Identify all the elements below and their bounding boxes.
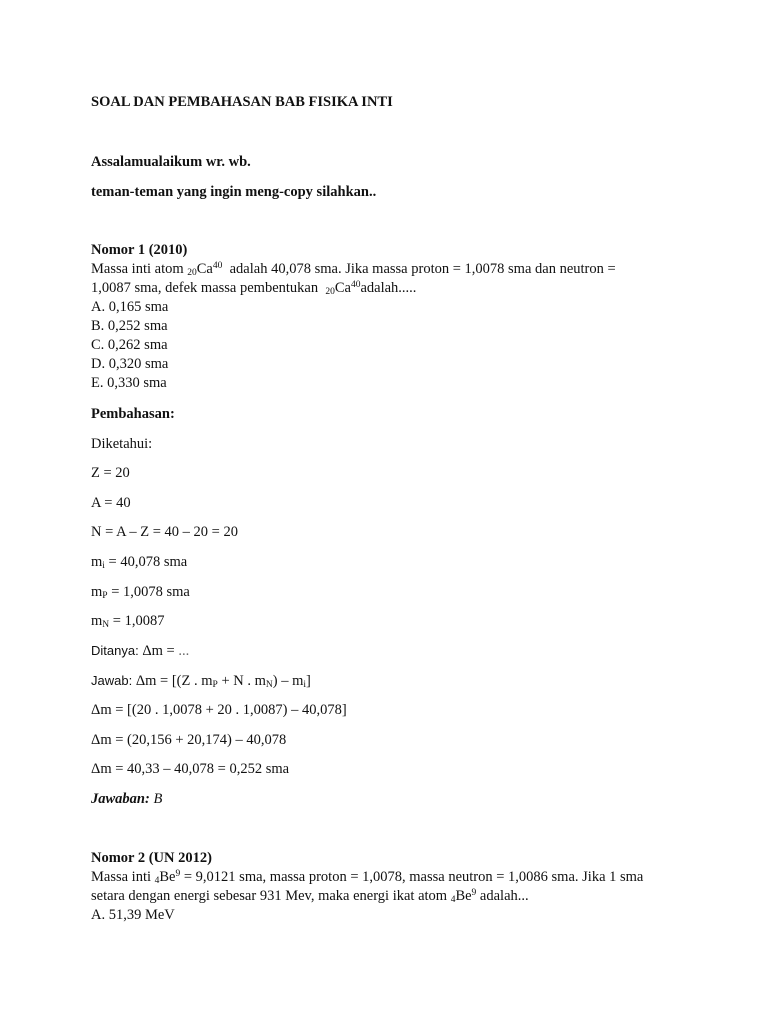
q1-given-n: N = A – Z = 40 – 20 = 20 [91,524,238,540]
q1-option-d: D. 0,320 sma [91,356,169,372]
intro-text: teman-teman yang ingin meng-copy silahkan.. [91,184,377,200]
q2-option-a: A. 51,39 MeV [91,907,175,923]
q1-given-z: Z = 20 [91,465,130,481]
q1-given-a: A = 40 [91,495,131,511]
greeting: Assalamualaikum wr. wb. [91,154,251,170]
q1-diketahui: Diketahui: [91,436,153,452]
q1-option-b: B. 0,252 sma [91,318,168,334]
q2-question-line2: setara dengan energi sebesar 931 Mev, maka energi ikat atom $_4Be^9$ adalah... [91,888,529,905]
page-title: SOAL DAN PEMBAHASAN BAB FISIKA INTI [91,94,393,110]
q1-given-mn: $m_N = 1,0087$ [91,613,165,630]
q1-jawab: Jawab: Δm = [(Z . $m_P + N$ . $m_N) - m_i$] [91,673,311,690]
q1-question-line1: Massa inti atom $_{20}Ca^{40}$ adalah 40,078 sma. Jika massa proton = 1,0078 sma dan neutron = [91,261,616,278]
q1-answer: Jawaban: B [91,791,163,807]
q1-option-e: E. 0,330 sma [91,375,167,391]
q1-step1: Δm = [(20 . 1,0078 + 20 . 1,0087) – 40,078] [91,702,347,718]
q2-question-line1: Massa inti $_4Be^9 = 9,0121$ sma, massa proton = 1,0078, massa neutron = 1,0086 sma. Jika 1 sma [91,869,644,886]
q1-ditanya: Ditanya: Δm = ... [91,643,190,659]
q2-heading: Nomor 2 (UN 2012) [91,850,212,866]
q1-heading: Nomor 1 (2010) [91,242,188,258]
q1-given-mi: $m_i = 40,078$ sma [91,554,188,571]
q1-question-line2: 1,0087 sma, defek massa pembentukan $_{20}Ca^{40}adalah$..... [91,280,417,297]
q1-given-mp: $m_P = 1,0078$ sma [91,584,190,601]
q1-step3: Δm = 40,33 – 40,078 = 0,252 sma [91,761,290,777]
q1-step2: Δm = (20,156 + 20,174) – 40,078 [91,732,287,748]
q1-option-c: C. 0,262 sma [91,337,168,353]
q1-pembahasan-label: Pembahasan: [91,406,175,422]
q1-option-a: A. 0,165 sma [91,299,169,315]
